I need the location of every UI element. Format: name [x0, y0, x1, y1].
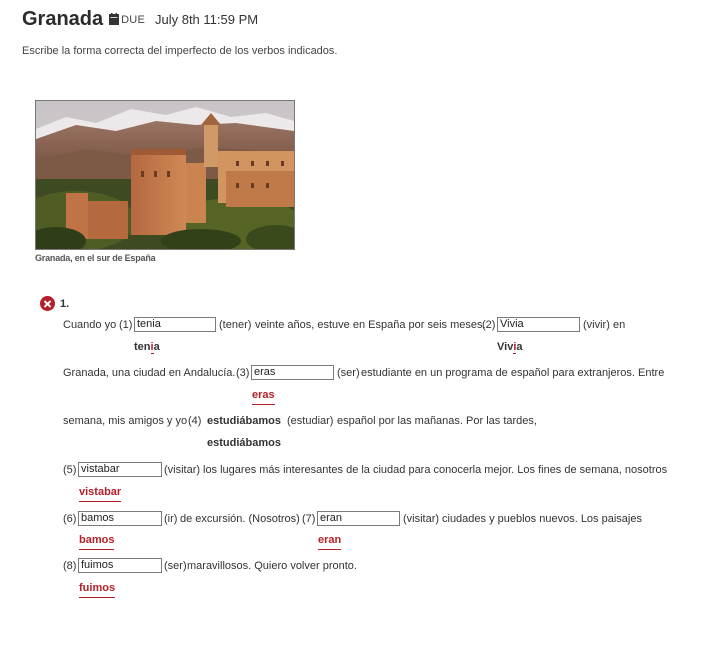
- due-date: July 8th 11:59 PM: [154, 12, 259, 27]
- verb-hint-8: (ser): [164, 560, 187, 572]
- text-segment: maravillosos. Quiero volver pronto.: [187, 560, 357, 572]
- blank-label-3: (3): [236, 367, 250, 379]
- answer-input-6[interactable]: bamos: [78, 511, 162, 526]
- blank-label-1: (1): [119, 319, 133, 331]
- correct-answer-2: Vivia: [497, 341, 523, 353]
- correct-answer-5: vistabar: [79, 485, 121, 502]
- verb-hint-3: (ser): [337, 367, 360, 379]
- answer-input-8[interactable]: fuimos: [78, 558, 162, 573]
- text-segment: en: [613, 319, 626, 331]
- assignment-title: Granada: [22, 8, 104, 30]
- verb-hint-2: (vivir): [583, 319, 610, 331]
- answer-input-5[interactable]: vistabar: [78, 462, 162, 477]
- correct-answer-4: estudiábamos: [207, 437, 281, 449]
- question-header: [40, 296, 69, 311]
- verb-hint-4: (estudiar): [287, 415, 334, 427]
- assignment-header: [22, 8, 258, 31]
- correct-answer-7: eran: [318, 533, 341, 550]
- blank-label-5: (5): [63, 464, 77, 476]
- correct-answer-6: bamos: [79, 533, 114, 550]
- due-label: DUE: [121, 13, 145, 26]
- blank-label-7: (7): [302, 513, 316, 525]
- text-segment: veinte años, estuve en España por seis meses.: [255, 319, 486, 331]
- text-segment: Granada, una ciudad en Andalucía.: [63, 367, 236, 379]
- verb-hint-5: (visitar): [164, 464, 201, 476]
- blank-label-8: (8): [63, 560, 77, 572]
- answer-input-1[interactable]: tenia: [134, 317, 216, 332]
- instructions: Escribe la forma correcta del imperfecto de los verbos indicados.: [22, 45, 338, 57]
- verb-hint-6: (ir): [164, 513, 178, 525]
- text-segment: ciudades y pueblos nuevos. Los paisajes: [442, 513, 642, 525]
- correct-answer-8: fuimos: [79, 581, 115, 598]
- text-segment: español por las mañanas. Por las tardes,: [337, 415, 537, 427]
- blank-label-2: (2): [482, 319, 496, 331]
- answer-input-3[interactable]: eras: [251, 365, 334, 380]
- photo-caption: Granada, en el sur de España: [35, 253, 156, 263]
- question-number: 1.: [60, 297, 70, 310]
- text-segment: de excursión. (Nosotros): [180, 513, 300, 525]
- answer-input-2[interactable]: Vivia: [497, 317, 580, 332]
- text-segment: Cuando yo: [63, 319, 117, 331]
- correct-answer-3: eras: [252, 388, 275, 405]
- correct-answer-1: tenia: [134, 341, 160, 353]
- answer-value-4: estudiábamos: [207, 415, 281, 427]
- text-segment: estudiante en un programa de español para extranjeros. Entre: [361, 367, 665, 379]
- text-segment: los lugares más interesantes de la ciudad para conocerla mejor. Los fines de semana, nosotros: [203, 464, 668, 476]
- text-segment: semana, mis amigos y yo: [63, 415, 188, 427]
- blank-label-4: (4): [188, 415, 202, 427]
- verb-hint-1: (tener): [219, 319, 252, 331]
- verb-hint-7: (visitar): [403, 513, 440, 525]
- calendar-icon: [109, 12, 119, 30]
- answer-input-7[interactable]: eran: [317, 511, 400, 526]
- incorrect-icon: [40, 296, 55, 311]
- blank-label-6: (6): [63, 513, 77, 525]
- granada-photo: [35, 100, 295, 250]
